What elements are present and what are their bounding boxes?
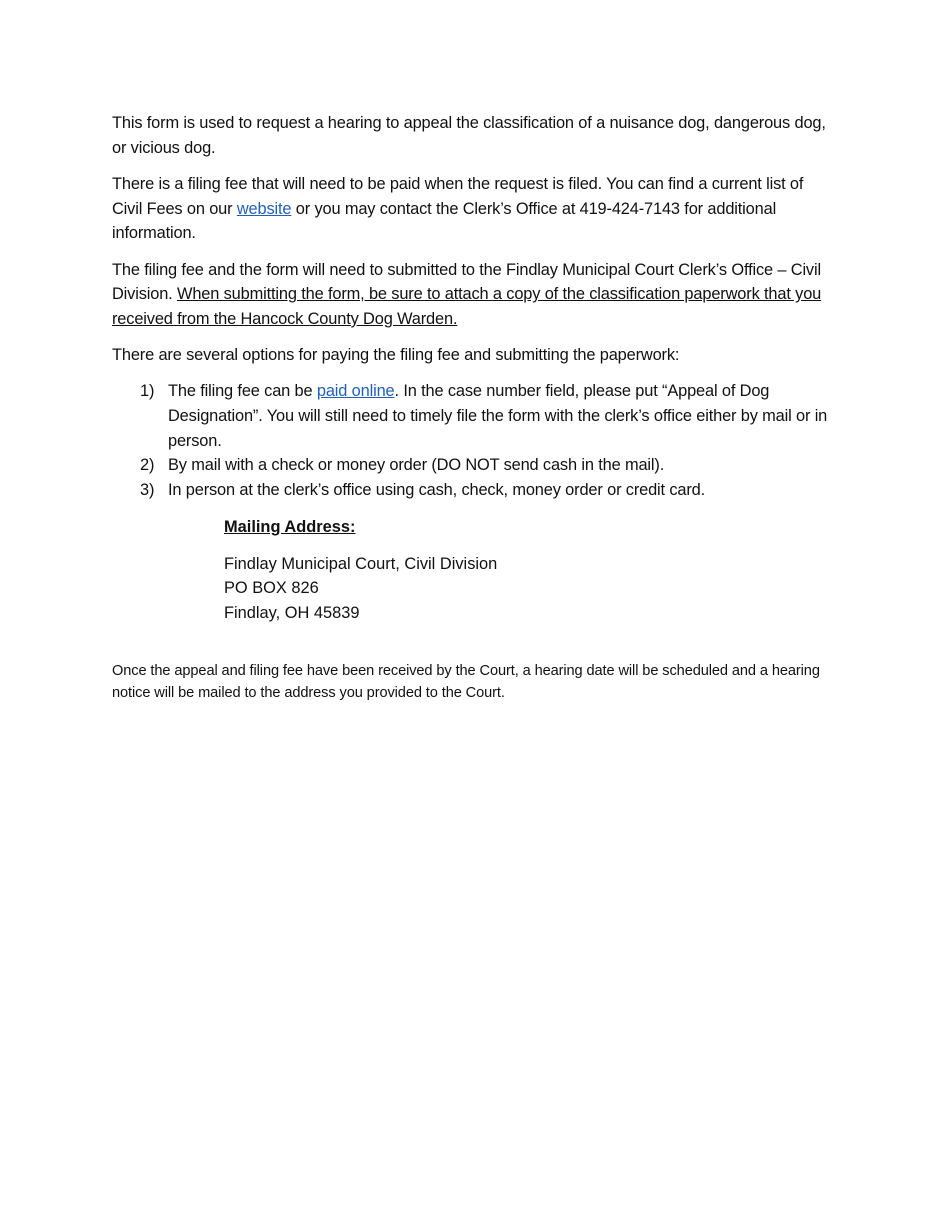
address-line: Findlay Municipal Court, Civil Division (224, 554, 498, 573)
option-text: By mail with a check or money order (DO NOT send cash in the mail). (168, 456, 665, 475)
intro-paragraph: This form is used to request a hearing to appeal the classification of a nuisance dog, dangerous dog, or vicious dog. (112, 114, 826, 157)
option-number: 2) (140, 456, 155, 475)
address-line: Findlay, OH 45839 (224, 603, 360, 622)
filing-fee-text-after: or you may contact the Clerk’s Office at 419-424-7143 for additional information. (112, 199, 777, 243)
mailing-address-block (224, 515, 837, 626)
hearing-notice-paragraph: Once the appeal and filing fee have been received by the Court, a hearing date will be scheduled and a hearing notice will be mailed to the address you provided to the Court. (112, 662, 820, 701)
website-link[interactable]: website (236, 199, 292, 218)
submission-text: The filing fee and the form will need to submitted to the Findlay Municipal Court Clerk’s Office – Civil Division. (112, 260, 821, 304)
option-text-before: The filing fee can be (168, 382, 317, 401)
payment-option-online (112, 379, 837, 453)
filing-fee-paragraph (112, 172, 837, 246)
submission-paragraph (112, 258, 837, 332)
address-line: PO BOX 826 (224, 579, 319, 598)
option-number: 3) (140, 481, 155, 500)
document-page (112, 111, 837, 704)
payment-option-mail (112, 453, 837, 478)
option-text: In person at the clerk’s office using cash, check, money order or credit card. (168, 481, 706, 500)
attach-paperwork-instruction: When submitting the form, be sure to attach a copy of the classification paperwork that you received from the Hancock County Dog Warden. (112, 285, 822, 328)
paid-online-link[interactable]: paid online (316, 382, 395, 401)
payment-option-in-person (112, 478, 837, 503)
mailing-address-heading: Mailing Address: (224, 517, 356, 536)
option-number: 1) (140, 382, 155, 401)
option-text-after: . In the case number field, please put “Appeal of Dog Designation”. You will still need to timely file the form with the clerk’s office either by mail or in person. (168, 382, 828, 450)
filing-fee-text-before: There is a filing fee that will need to be paid when the request is filed. You can find a current list of Civil Fees on our (112, 174, 804, 218)
options-intro: There are several options for paying the filing fee and submitting the paperwork: (112, 346, 680, 365)
payment-options-list (112, 379, 837, 503)
